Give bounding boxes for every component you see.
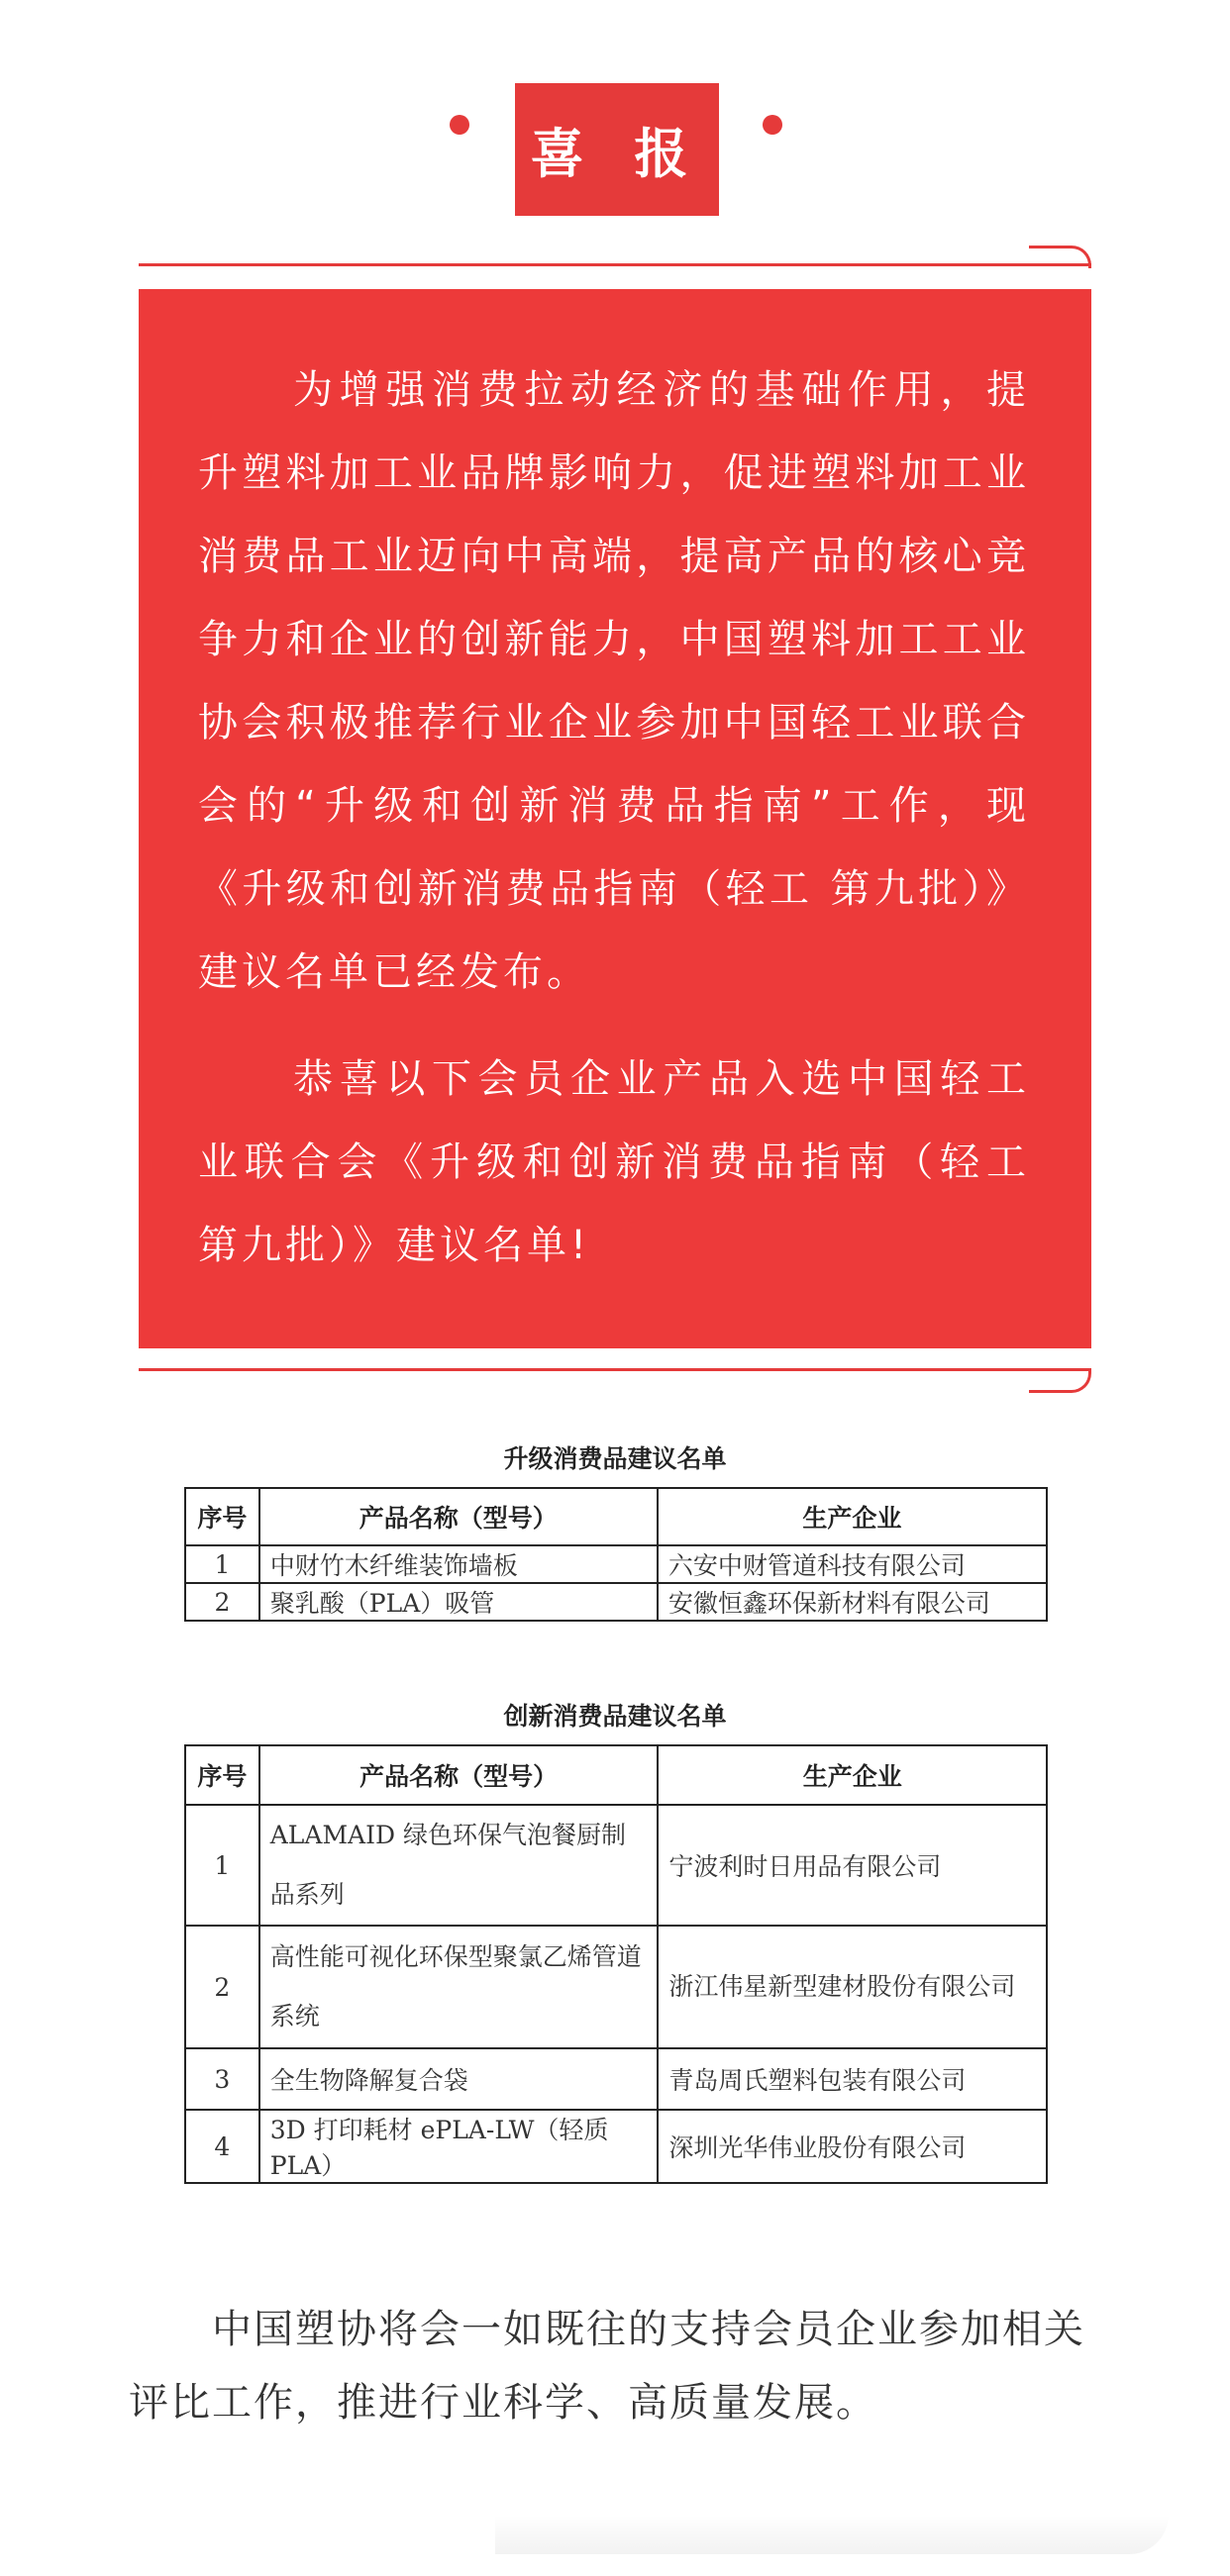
row-index: 2 xyxy=(185,1926,259,2048)
row-company: 安徽恒鑫环保新材料有限公司 xyxy=(658,1583,1047,1621)
table-header-row xyxy=(185,1745,1047,1805)
row-company: 浙江伟星新型建材股份有限公司 xyxy=(658,1926,1047,2048)
table-row xyxy=(185,1805,1047,1926)
upgrade-table-title: 升级消费品建议名单 xyxy=(503,1444,727,1473)
upgrade-table xyxy=(184,1487,1048,1622)
header-index: 序号 xyxy=(185,1745,259,1805)
header xyxy=(0,0,1230,238)
row-index: 2 xyxy=(185,1583,259,1621)
closing-paragraph: 中国塑协将会一如既往的支持会员企业参加相关评比工作，推进行业科学、高质量发展。 xyxy=(129,2307,1085,2426)
table-row xyxy=(185,1545,1047,1583)
row-product: 高性能可视化环保型聚氯乙烯管道系统 xyxy=(259,1926,659,2048)
row-index: 3 xyxy=(185,2048,259,2110)
header-product: 产品名称（型号） xyxy=(259,1745,659,1805)
divider-top xyxy=(139,263,1091,266)
table-row xyxy=(185,2110,1047,2183)
table-row xyxy=(185,2048,1047,2110)
innovation-table xyxy=(184,1744,1048,2184)
header-company: 生产企业 xyxy=(658,1745,1047,1805)
table-row xyxy=(185,1583,1047,1621)
header-product: 产品名称（型号） xyxy=(259,1488,658,1545)
row-index: 4 xyxy=(185,2110,259,2183)
row-product: 聚乳酸（PLA）吸管 xyxy=(259,1583,658,1621)
announcement-paragraph-2: 恭喜以下会员企业产品入选中国轻工业联合会《升级和创新消费品指南（轻工 第九批）》建议名单! xyxy=(198,1056,1030,1268)
row-product: ALAMAID 绿色环保气泡餐厨制品系列 xyxy=(259,1805,659,1926)
announcement-paragraph-1: 为增强消费拉动经济的基础作用，提升塑料加工业品牌影响力，促进塑料加工业消费品工业迈向中高端，提高产品的核心竞争力和企业的创新能力，中国塑料加工工业协会积极推荐行业企业参加中国轻工业联合会的“升级和创新消费品指南”工作，现《升级和创新消费品指南（轻工 第九批）》建议名单已经发布。 xyxy=(198,367,1030,995)
table-row xyxy=(185,1926,1047,2048)
decorative-dot-right xyxy=(763,115,782,135)
row-product: 3D 打印耗材 ePLA-LW（轻质 PLA） xyxy=(259,2110,659,2183)
decorative-dot-left xyxy=(450,115,469,135)
row-index: 1 xyxy=(185,1545,259,1583)
divider-top-curl xyxy=(1029,246,1091,268)
page-title: 喜 报 xyxy=(515,83,719,216)
row-company: 青岛周氏塑料包装有限公司 xyxy=(658,2048,1047,2110)
row-company: 深圳光华伟业股份有限公司 xyxy=(658,2110,1047,2183)
row-company: 六安中财管道科技有限公司 xyxy=(658,1545,1047,1583)
table-header-row xyxy=(185,1488,1047,1545)
row-company: 宁波利时日用品有限公司 xyxy=(658,1805,1047,1926)
page-curl-decoration xyxy=(495,2515,1169,2554)
announcement-panel xyxy=(139,289,1091,1348)
row-product: 中财竹木纤维装饰墙板 xyxy=(259,1545,658,1583)
row-product: 全生物降解复合袋 xyxy=(259,2048,659,2110)
divider-bottom-curl xyxy=(1029,1370,1091,1393)
header-index: 序号 xyxy=(185,1488,259,1545)
row-index: 1 xyxy=(185,1805,259,1926)
header-company: 生产企业 xyxy=(658,1488,1047,1545)
innovation-table-title: 创新消费品建议名单 xyxy=(503,1702,727,1731)
divider-bottom xyxy=(139,1368,1091,1371)
